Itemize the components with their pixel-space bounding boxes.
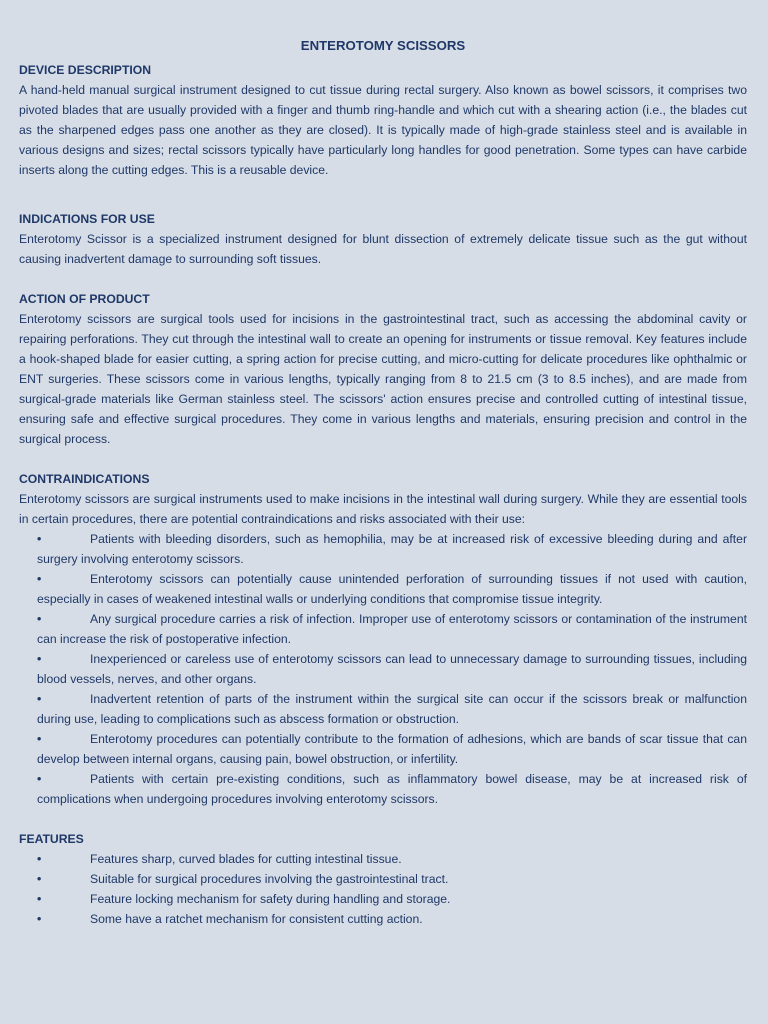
list-item-text: Inexperienced or careless use of enterotomy scissors can lead to unnecessary damage to surrounding tissues, including blood vessels, nerves, and other organs. [37, 652, 747, 686]
list-item [37, 529, 747, 569]
section-body: A hand-held manual surgical instrument designed to cut tissue during rectal surgery. Also known as bowel scissors, it comprises two pivoted blades that are usually provided with a finger and thumb ring-handle and which cut with a shearing action (i.e., the blades cut as the sharpened edges pass one another as they are closed). It is typically made of high-grade stainless steel and is available in various designs and sizes; rectal scissors typically have particularly long handles for good penetration. Some types can have carbide inserts along the cutting edges. This is a reusable device. [19, 83, 747, 177]
list-item-text: Some have a ratchet mechanism for consistent cutting action. [90, 912, 423, 926]
indications-section [19, 209, 747, 269]
section-body: Enterotomy scissors are surgical instruments used to make incisions in the intestinal wall during surgery. While they are essential tools in certain procedures, there are potential contraindications and risks associated with their use: [19, 492, 747, 526]
bullet-glyph: • [37, 892, 42, 906]
list-item [37, 849, 747, 869]
list-item-text: Enterotomy scissors can potentially cause unintended perforation of surrounding tissues if not used with caution, especially in cases of weakened intestinal walls or underlying conditions that compromise tissue integrity. [37, 572, 747, 606]
action-section [19, 289, 747, 449]
section-heading: CONTRAINDICATIONS [19, 472, 150, 486]
bullet-glyph: • [37, 612, 42, 626]
bullet-glyph: • [37, 692, 42, 706]
features-list [19, 849, 747, 929]
bullet-glyph: • [37, 872, 42, 886]
list-item-text: Inadvertent retention of parts of the instrument within the surgical site can occur if the scissors break or malfunction during use, leading to complications such as abscess formation or obstruction. [37, 692, 747, 726]
features-section [19, 829, 747, 929]
page-title: ENTEROTOMY SCISSORS [300, 38, 466, 53]
bullet-glyph: • [37, 732, 42, 746]
device-description-section [19, 60, 747, 180]
list-item-text: Patients with bleeding disorders, such as hemophilia, may be at increased risk of excessive bleeding during and after surgery involving enterotomy scissors. [37, 532, 747, 566]
section-heading: ACTION OF PRODUCT [19, 292, 150, 306]
list-item [37, 569, 747, 609]
list-item [37, 769, 747, 809]
list-item [37, 909, 747, 929]
bullet-glyph: • [37, 572, 42, 586]
list-item-text: Patients with certain pre-existing conditions, such as inflammatory bowel disease, may be at increased risk of complications when undergoing procedures involving enterotomy scissors. [37, 772, 747, 806]
bullet-glyph: • [37, 852, 42, 866]
section-heading: FEATURES [19, 832, 84, 846]
list-item [37, 869, 747, 889]
section-heading: INDICATIONS FOR USE [19, 212, 155, 226]
list-item [37, 729, 747, 769]
bullet-glyph: • [37, 652, 42, 666]
list-item [37, 689, 747, 729]
list-item-text: Any surgical procedure carries a risk of infection. Improper use of enterotomy scissors or contamination of the instrument can increase the risk of postoperative infection. [37, 612, 747, 646]
list-item-text: Enterotomy procedures can potentially contribute to the formation of adhesions, which are bands of scar tissue that can develop between internal organs, causing pain, bowel obstruction, or infertility. [37, 732, 747, 766]
section-body: Enterotomy Scissor is a specialized instrument designed for blunt dissection of extremely delicate tissue such as the gut without causing inadvertent damage to surrounding soft tissues. [19, 232, 747, 266]
list-item [37, 649, 747, 689]
section-heading: DEVICE DESCRIPTION [19, 63, 152, 77]
list-item-text: Feature locking mechanism for safety during handling and storage. [90, 892, 451, 906]
bullet-glyph: • [37, 532, 42, 546]
bullet-glyph: • [37, 912, 42, 926]
list-item-text: Suitable for surgical procedures involving the gastrointestinal tract. [90, 872, 449, 886]
list-item [37, 609, 747, 649]
contraindications-list [19, 529, 747, 809]
contraindications-section [19, 469, 747, 809]
list-item-text: Features sharp, curved blades for cutting intestinal tissue. [90, 852, 402, 866]
list-item [37, 889, 747, 909]
section-body: Enterotomy scissors are surgical tools used for incisions in the gastrointestinal tract, such as accessing the abdominal cavity or repairing perforations. They cut through the intestinal wall to create an opening for instruments or tissue removal. Key features include a hook-shaped blade for easier cutting, a spring action for precise cutting, and micro-cutting for delicate procedures like ophthalmic or ENT surgeries. These scissors come in various lengths, typically ranging from 8 to 21.5 cm (3 to 8.5 inches), and are made from surgical-grade materials like German stainless steel. The scissors' action ensures precise and controlled cutting of intestinal tissue, ensuring safe and effective surgical procedures. They come in various lengths and materials, ensuring precision and control in the surgical process. [19, 312, 747, 446]
bullet-glyph: • [37, 772, 42, 786]
